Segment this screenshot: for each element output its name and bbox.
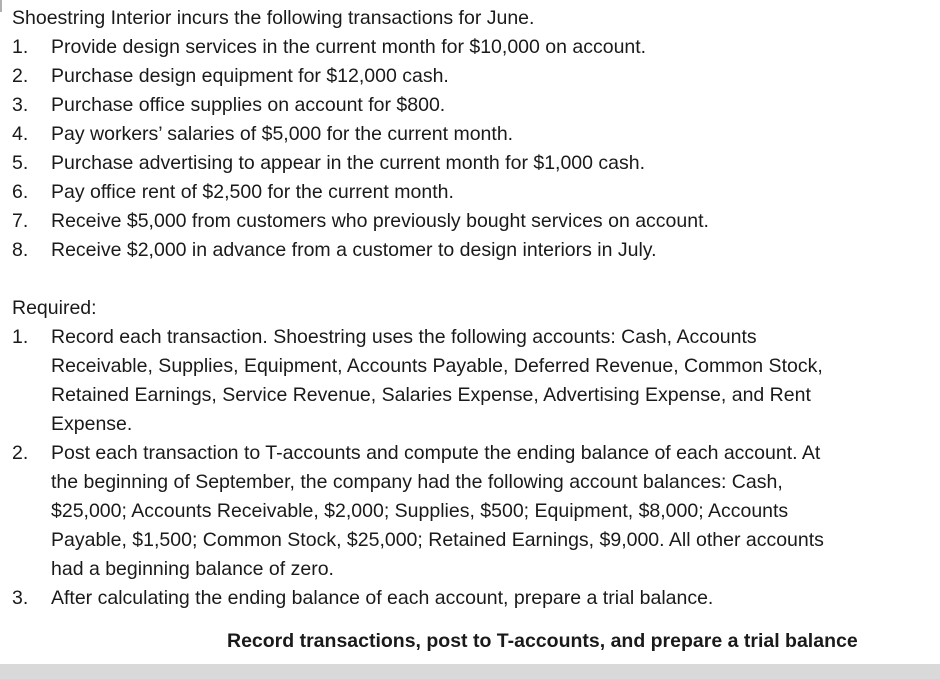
- item-number: 6.: [12, 181, 29, 203]
- item-text: Provide design services in the current month for $10,000 on account.: [51, 36, 647, 58]
- spacer: [12, 265, 932, 294]
- transaction-item: [12, 207, 932, 236]
- item-number: 3.: [12, 587, 29, 609]
- item-number: 2.: [12, 65, 29, 87]
- task-title: Record transactions, post to T-accounts, and prepare a trial balance: [227, 630, 858, 652]
- item-number: 5.: [12, 152, 29, 174]
- bottom-bar: [0, 664, 940, 679]
- transaction-item: [12, 178, 932, 207]
- item-text: Receive $2,000 in advance from a customer to design interiors in July.: [51, 239, 657, 261]
- required-item: [12, 439, 932, 584]
- item-text: Purchase office supplies on account for $800.: [51, 94, 446, 116]
- transaction-item: [12, 91, 932, 120]
- item-number: 8.: [12, 239, 29, 261]
- required-heading: Required:: [12, 297, 97, 319]
- item-number: 7.: [12, 210, 29, 232]
- item-number: 1.: [12, 36, 29, 58]
- item-text: Record each transaction. Shoestring uses the following accounts: Cash, Accounts Receivable, Supplies, Equipment, Accounts Payable, Deferred Revenue, Common Stock, Retained Earnings, Service Revenue, Salaries Expense, Advertising Expense, and Rent Expense.: [51, 326, 823, 435]
- required-list: [12, 323, 932, 613]
- transaction-item: [12, 120, 932, 149]
- problem-text: [12, 4, 932, 613]
- transaction-item: [12, 33, 932, 62]
- item-number: 2.: [12, 442, 29, 464]
- item-text: Pay office rent of $2,500 for the current month.: [51, 181, 454, 203]
- item-number: 4.: [12, 123, 29, 145]
- item-number: 3.: [12, 94, 29, 116]
- required-item: [12, 323, 932, 439]
- transaction-item: [12, 149, 932, 178]
- item-text: After calculating the ending balance of each account, prepare a trial balance.: [51, 587, 714, 609]
- transaction-list: [12, 33, 932, 265]
- left-border-mark: [0, 0, 2, 12]
- item-text: Receive $5,000 from customers who previously bought services on account.: [51, 210, 709, 232]
- item-text: Post each transaction to T-accounts and compute the ending balance of each account. At the beginning of September, the company had the following account balances: Cash, $25,000; Accounts Receivable, $2,000; Supplies, $500; Equipment, $8,000; Accounts Payable, $1,500; Common Stock, $25,000; Retained Earnings, $9,000. All other accounts had a beginning balance of zero.: [51, 442, 824, 580]
- item-text: Pay workers’ salaries of $5,000 for the current month.: [51, 123, 514, 145]
- required-item: [12, 584, 932, 613]
- transaction-item: [12, 62, 932, 91]
- item-number: 1.: [12, 326, 29, 348]
- intro-text: Shoestring Interior incurs the following transactions for June.: [12, 7, 535, 29]
- item-text: Purchase advertising to appear in the current month for $1,000 cash.: [51, 152, 646, 174]
- transaction-item: [12, 236, 932, 265]
- item-text: Purchase design equipment for $12,000 cash.: [51, 65, 449, 87]
